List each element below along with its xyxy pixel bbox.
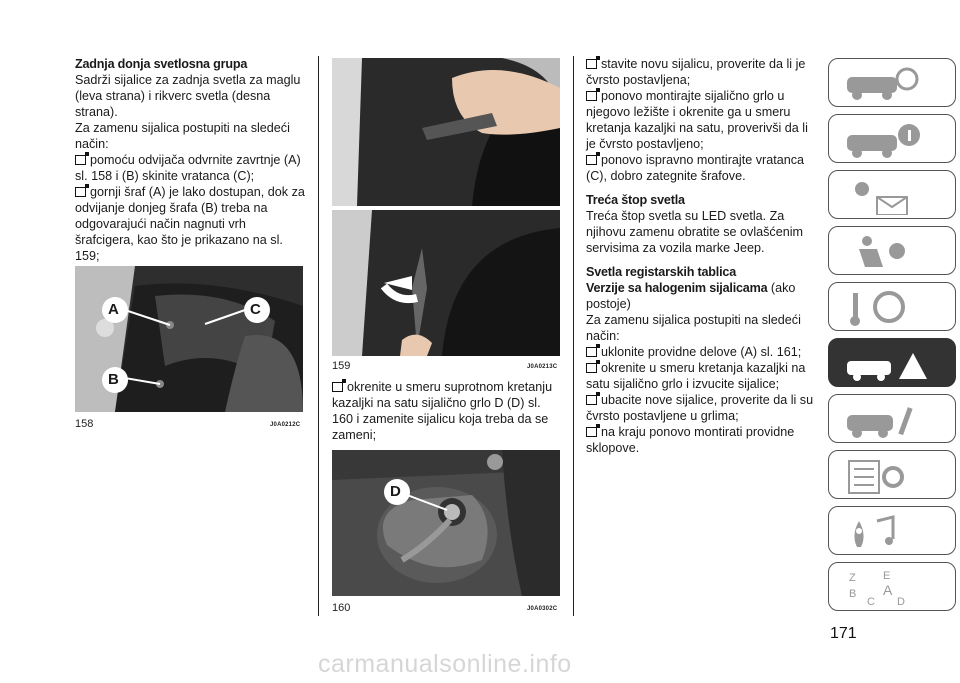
sidebar-tab-car-info[interactable] (828, 114, 956, 163)
car-info-icon (837, 119, 947, 159)
section-heading: Treća štop svetla (586, 193, 685, 207)
sidebar-tab-car-dashboard[interactable] (828, 58, 956, 107)
svg-text:Z: Z (849, 572, 856, 584)
sidebar-tab-multimedia[interactable] (828, 506, 956, 555)
column-3 (586, 56, 820, 456)
bullet-icon (586, 347, 597, 357)
svg-text:B: B (849, 588, 857, 600)
list-item: gornji šraf (A) je lako dostupan, dok za odvijanje donjeg šrafa (B) treba na odgovarajući način nagnuti vrh šrafcigera, kao što je prikazano na sl. 159; (75, 185, 305, 263)
callout-d: D (390, 483, 401, 500)
figure-number: 158 (75, 418, 94, 430)
list-item: okrenite u smeru kretanja kazaljki na satu sijalično grlo i izvucite sijalice; (586, 361, 806, 391)
figure-code: J0A0213C (527, 364, 558, 370)
figure-code: J0A0212C (270, 422, 301, 428)
airbag-seat-icon (837, 231, 947, 271)
callout-c: C (250, 301, 261, 318)
column-1 (75, 56, 307, 264)
bullet-icon (586, 155, 597, 165)
paragraph: Sadrži sijalice za zadnja svetla za maglu (leva strana) i rikverc svetla (desna strana). (75, 73, 301, 119)
sidebar-tab-specs[interactable] (828, 450, 956, 499)
section-heading: Svetla registarskih tablica (586, 265, 736, 279)
paragraph: Za zamenu sijalica postupiti na sledeći način: (75, 121, 290, 151)
wheel-arch-illustration (75, 266, 303, 412)
sidebar-tab-car-breakdown[interactable] (828, 338, 956, 387)
bullet-icon (586, 363, 597, 373)
list-item: ponovo ispravno montirajte vratanca (C), dobro zategnite šrafove. (586, 153, 805, 183)
column-divider (318, 56, 319, 616)
sidebar-tab-car-service[interactable] (828, 394, 956, 443)
screwdriver-illustration (332, 58, 560, 356)
figure-code: J0A0302C (527, 606, 558, 612)
svg-text:A: A (883, 582, 893, 598)
list-item: ponovo montirajte sijalično grlo u njegovo ležište i okrenite ga u smeru kretanja kazaljki na satu, proverivši da li je čvrsto postavljeno; (586, 89, 808, 151)
figure-number: 159 (332, 360, 351, 372)
section-heading: Zadnja donja svetlosna grupa (75, 57, 248, 71)
bullet-icon (586, 395, 597, 405)
sidebar-tab-alphabet-index[interactable] (828, 562, 956, 611)
multimedia-icon (837, 511, 947, 551)
list-item: pomoću odvijača odvrnite zavrtnje (A) sl. 158 i (B) skinite vratanca (C); (75, 153, 301, 183)
car-dashboard-icon (837, 63, 947, 103)
svg-text:E: E (883, 570, 891, 582)
figure-158-image (75, 266, 303, 412)
bullet-icon (586, 427, 597, 437)
car-service-icon (837, 399, 947, 439)
figure-160-image (332, 450, 560, 596)
bullet-icon (586, 91, 597, 101)
list-item: stavite novu sijalicu, proverite da li je čvrsto postavljena; (586, 57, 806, 87)
bullet-icon (75, 187, 86, 197)
bullet-icon (332, 382, 343, 392)
bullet-icon (75, 155, 86, 165)
bullet-icon (586, 59, 597, 69)
callout-b: B (108, 371, 119, 388)
watermark-text: carmanualsonline.info (318, 650, 572, 678)
specs-gear-icon (837, 455, 947, 495)
subheading: Verzije sa halogenim sijalicama (586, 281, 768, 295)
list-item: uklonite providne delove (A) sl. 161; (586, 344, 820, 360)
car-breakdown-icon (837, 343, 947, 383)
list-item: okrenite u smeru suprotnom kretanju kazaljki na satu sijalično grlo D (D) sl. 160 i zamenite sijalicu koja treba da se zameni; (332, 380, 553, 442)
list-item: na kraju ponovo montirati providne sklopove. (586, 425, 795, 455)
sidebar-tab-warning-lights[interactable] (828, 170, 956, 219)
list-item: ubacite nove sijalice, proverite da li su čvrsto postavljene u grlima; (586, 393, 814, 423)
svg-text:D: D (897, 596, 905, 607)
callout-a: A (108, 301, 119, 318)
paragraph: Verzije sa halogenim sijalicama (ako postoje) (586, 281, 796, 311)
sidebar-tab-airbag-seat[interactable] (828, 226, 956, 275)
column-divider (573, 56, 574, 616)
svg-text:C: C (867, 596, 875, 607)
page-number: 171 (830, 625, 857, 642)
figure-number: 160 (332, 602, 351, 614)
key-steering-icon (837, 287, 947, 327)
column-2 (332, 379, 564, 443)
warning-lights-icon (837, 175, 947, 215)
sidebar-tab-key-steering[interactable] (828, 282, 956, 331)
paragraph: Treća štop svetla su LED svetla. Za njihovu zamenu obratite se ovlašćenim servisima za vozila marke Jeep. (586, 209, 804, 255)
bulb-holder-illustration (332, 450, 560, 596)
alphabet-index-icon (837, 567, 947, 607)
figure-159-image (332, 58, 560, 356)
paragraph: Za zamenu sijalica postupiti na sledeći način: (586, 313, 801, 343)
